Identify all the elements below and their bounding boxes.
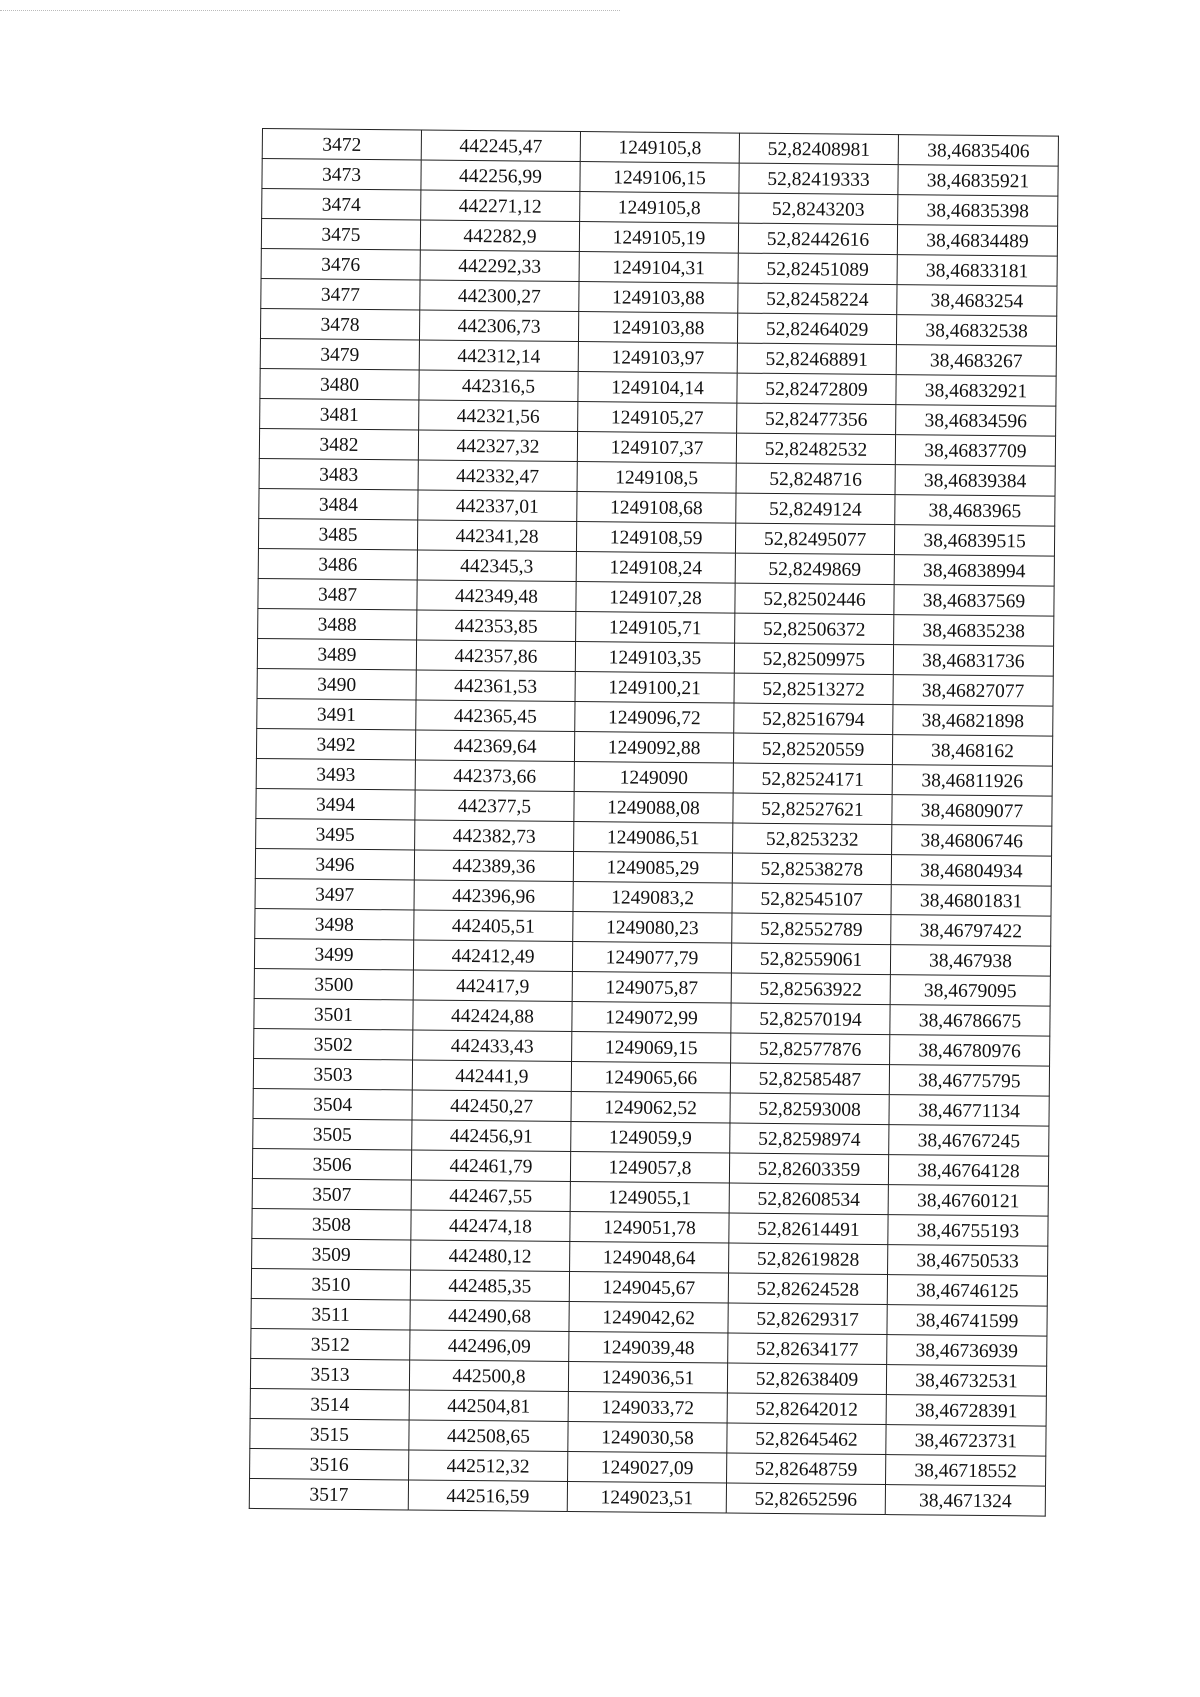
y-coordinate-cell: 1249086,51 — [574, 822, 733, 854]
longitude-cell: 38,46832538 — [896, 315, 1056, 347]
longitude-cell: 38,4683254 — [897, 285, 1057, 317]
latitude-cell: 52,82608534 — [729, 1183, 888, 1215]
y-coordinate-cell: 1249103,97 — [578, 342, 737, 374]
y-coordinate-cell: 1249104,31 — [579, 252, 738, 284]
y-coordinate-cell: 1249108,59 — [576, 522, 735, 554]
longitude-cell: 38,46835398 — [898, 195, 1058, 227]
longitude-cell: 38,46718552 — [886, 1455, 1046, 1487]
point-number-cell: 3475 — [261, 219, 420, 251]
latitude-cell: 52,8243203 — [739, 193, 898, 225]
x-coordinate-cell: 442382,73 — [415, 820, 574, 852]
latitude-cell: 52,82648759 — [727, 1453, 886, 1485]
longitude-cell: 38,4683965 — [895, 495, 1055, 527]
latitude-cell: 52,82520559 — [733, 733, 892, 765]
point-number-cell: 3495 — [256, 818, 415, 850]
x-coordinate-cell: 442474,18 — [411, 1210, 570, 1242]
point-number-cell: 3499 — [254, 938, 413, 970]
longitude-cell: 38,46801831 — [891, 885, 1051, 917]
latitude-cell: 52,82458224 — [738, 283, 897, 315]
longitude-cell: 38,46723731 — [886, 1425, 1046, 1457]
point-number-cell: 3482 — [259, 428, 418, 460]
x-coordinate-cell: 442373,66 — [415, 760, 574, 792]
x-coordinate-cell: 442396,96 — [414, 880, 573, 912]
latitude-cell: 52,82509975 — [734, 643, 893, 675]
y-coordinate-cell: 1249105,19 — [579, 222, 738, 254]
latitude-cell: 52,82419333 — [739, 163, 898, 195]
point-number-cell: 3501 — [254, 998, 413, 1030]
x-coordinate-cell: 442450,27 — [412, 1090, 571, 1122]
y-coordinate-cell: 1249108,5 — [577, 462, 736, 494]
x-coordinate-cell: 442500,8 — [409, 1360, 568, 1392]
point-number-cell: 3512 — [251, 1328, 410, 1360]
x-coordinate-cell: 442256,99 — [421, 160, 580, 192]
y-coordinate-cell: 1249103,88 — [578, 312, 737, 344]
point-number-cell: 3484 — [259, 488, 418, 520]
y-coordinate-cell: 1249042,62 — [569, 1302, 728, 1334]
y-coordinate-cell: 1249036,51 — [568, 1362, 727, 1394]
x-coordinate-cell: 442337,01 — [418, 490, 577, 522]
latitude-cell: 52,82468891 — [737, 343, 896, 375]
longitude-cell: 38,46811926 — [892, 765, 1052, 797]
point-number-cell: 3492 — [256, 728, 415, 760]
longitude-cell: 38,46780976 — [890, 1035, 1050, 1067]
latitude-cell: 52,82552789 — [732, 913, 891, 945]
y-coordinate-cell: 1249062,52 — [571, 1092, 730, 1124]
x-coordinate-cell: 442341,28 — [417, 520, 576, 552]
point-number-cell: 3510 — [251, 1268, 410, 1300]
longitude-cell: 38,46728391 — [886, 1395, 1046, 1427]
y-coordinate-cell: 1249027,09 — [568, 1451, 727, 1483]
longitude-cell: 38,46786675 — [890, 1005, 1050, 1037]
point-number-cell: 3513 — [250, 1358, 409, 1390]
y-coordinate-cell: 1249039,48 — [569, 1332, 728, 1364]
latitude-cell: 52,82603359 — [729, 1153, 888, 1185]
longitude-cell: 38,467938 — [890, 945, 1050, 977]
latitude-cell: 52,82506372 — [735, 613, 894, 645]
x-coordinate-cell: 442461,79 — [411, 1150, 570, 1182]
point-number-cell: 3483 — [259, 458, 418, 490]
point-number-cell: 3490 — [257, 668, 416, 700]
longitude-cell: 38,46832921 — [896, 375, 1056, 407]
x-coordinate-cell: 442292,33 — [420, 250, 579, 282]
point-number-cell: 3511 — [251, 1298, 410, 1330]
longitude-cell: 38,46732531 — [886, 1365, 1046, 1397]
y-coordinate-cell: 1249055,1 — [570, 1182, 729, 1214]
x-coordinate-cell: 442282,9 — [420, 220, 579, 252]
latitude-cell: 52,82516794 — [734, 703, 893, 735]
y-coordinate-cell: 1249045,67 — [569, 1272, 728, 1304]
x-coordinate-cell: 442361,53 — [416, 670, 575, 702]
x-coordinate-cell: 442345,3 — [417, 550, 576, 582]
latitude-cell: 52,82598974 — [730, 1123, 889, 1155]
point-number-cell: 3480 — [260, 368, 419, 400]
point-number-cell: 3487 — [258, 578, 417, 610]
y-coordinate-cell: 1249085,29 — [573, 852, 732, 884]
longitude-cell: 38,46834489 — [897, 225, 1057, 257]
longitude-cell: 38,46835238 — [894, 615, 1054, 647]
latitude-cell: 52,82563922 — [731, 973, 890, 1005]
latitude-cell: 52,82477356 — [737, 403, 896, 435]
y-coordinate-cell: 1249030,58 — [568, 1421, 727, 1453]
point-number-cell: 3478 — [260, 308, 419, 340]
latitude-cell: 52,82634177 — [728, 1333, 887, 1365]
y-coordinate-cell: 1249072,99 — [572, 1002, 731, 1034]
y-coordinate-cell: 1249105,27 — [578, 402, 737, 434]
point-number-cell: 3515 — [250, 1418, 409, 1450]
point-number-cell: 3508 — [252, 1208, 411, 1240]
x-coordinate-cell: 442485,35 — [410, 1270, 569, 1302]
y-coordinate-cell: 1249096,72 — [575, 702, 734, 734]
latitude-cell: 52,82442616 — [738, 223, 897, 255]
x-coordinate-cell: 442306,73 — [419, 310, 578, 342]
y-coordinate-cell: 1249023,51 — [567, 1481, 726, 1513]
x-coordinate-cell: 442512,32 — [409, 1450, 568, 1482]
longitude-cell: 38,46755193 — [888, 1215, 1048, 1247]
point-number-cell: 3474 — [262, 189, 421, 221]
point-number-cell: 3509 — [252, 1238, 411, 1270]
x-coordinate-cell: 442441,9 — [412, 1060, 571, 1092]
latitude-cell: 52,82593008 — [730, 1093, 889, 1125]
x-coordinate-cell: 442389,36 — [414, 850, 573, 882]
coordinates-table-body — [249, 129, 1058, 1517]
longitude-cell: 38,46839515 — [894, 525, 1054, 557]
latitude-cell: 52,82577876 — [731, 1033, 890, 1065]
y-coordinate-cell: 1249106,15 — [580, 162, 739, 194]
x-coordinate-cell: 442377,5 — [415, 790, 574, 822]
point-number-cell: 3488 — [258, 608, 417, 640]
latitude-cell: 52,82482532 — [736, 433, 895, 465]
longitude-cell: 38,4683267 — [896, 345, 1056, 377]
y-coordinate-cell: 1249051,78 — [570, 1212, 729, 1244]
x-coordinate-cell: 442417,9 — [413, 970, 572, 1002]
y-coordinate-cell: 1249065,66 — [571, 1062, 730, 1094]
point-number-cell: 3494 — [256, 788, 415, 820]
y-coordinate-cell: 1249103,35 — [575, 642, 734, 674]
x-coordinate-cell: 442405,51 — [414, 910, 573, 942]
point-number-cell: 3476 — [261, 248, 420, 280]
latitude-cell: 52,82495077 — [735, 523, 894, 555]
y-coordinate-cell: 1249090 — [574, 762, 733, 794]
latitude-cell: 52,82538278 — [732, 853, 891, 885]
latitude-cell: 52,82585487 — [730, 1063, 889, 1095]
point-number-cell: 3481 — [260, 398, 419, 430]
y-coordinate-cell: 1249107,28 — [576, 582, 735, 614]
x-coordinate-cell: 442357,86 — [416, 640, 575, 672]
point-number-cell: 3498 — [255, 908, 414, 940]
point-number-cell: 3477 — [261, 278, 420, 310]
latitude-cell: 52,8253232 — [733, 823, 892, 855]
longitude-cell: 38,46821898 — [893, 705, 1053, 737]
y-coordinate-cell: 1249083,2 — [573, 882, 732, 914]
latitude-cell: 52,82619828 — [729, 1243, 888, 1275]
y-coordinate-cell: 1249105,8 — [580, 192, 739, 224]
point-number-cell: 3493 — [256, 758, 415, 790]
y-coordinate-cell: 1249048,64 — [570, 1242, 729, 1274]
longitude-cell: 38,46806746 — [892, 825, 1052, 857]
x-coordinate-cell: 442271,12 — [421, 190, 580, 222]
longitude-cell: 38,4671324 — [885, 1485, 1045, 1517]
latitude-cell: 52,8249869 — [735, 553, 894, 585]
point-number-cell: 3485 — [258, 518, 417, 550]
point-number-cell: 3473 — [262, 159, 421, 191]
y-coordinate-cell: 1249059,9 — [571, 1122, 730, 1154]
longitude-cell: 38,46775795 — [889, 1065, 1049, 1097]
longitude-cell: 38,46827077 — [893, 675, 1053, 707]
longitude-cell: 38,46835921 — [898, 165, 1058, 197]
point-number-cell: 3486 — [258, 548, 417, 580]
point-number-cell: 3497 — [255, 878, 414, 910]
point-number-cell: 3502 — [254, 1028, 413, 1060]
x-coordinate-cell: 442490,68 — [410, 1300, 569, 1332]
longitude-cell: 38,46746125 — [887, 1275, 1047, 1307]
latitude-cell: 52,82559061 — [731, 943, 890, 975]
longitude-cell: 38,46760121 — [888, 1185, 1048, 1217]
x-coordinate-cell: 442516,59 — [408, 1480, 567, 1512]
latitude-cell: 52,82570194 — [731, 1003, 890, 1035]
y-coordinate-cell: 1249077,79 — [572, 942, 731, 974]
latitude-cell: 52,82408981 — [739, 133, 898, 165]
point-number-cell: 3489 — [257, 638, 416, 670]
point-number-cell: 3507 — [252, 1178, 411, 1210]
x-coordinate-cell: 442300,27 — [420, 280, 579, 312]
latitude-cell: 52,82464029 — [737, 313, 896, 345]
y-coordinate-cell: 1249105,71 — [576, 612, 735, 644]
latitude-cell: 52,82472809 — [737, 373, 896, 405]
latitude-cell: 52,82642012 — [727, 1393, 886, 1425]
latitude-cell: 52,82614491 — [729, 1213, 888, 1245]
longitude-cell: 38,46837709 — [895, 435, 1055, 467]
x-coordinate-cell: 442245,47 — [421, 130, 580, 162]
y-coordinate-cell: 1249107,37 — [577, 432, 736, 464]
latitude-cell: 52,82524171 — [733, 763, 892, 795]
longitude-cell: 38,46736939 — [887, 1335, 1047, 1367]
x-coordinate-cell: 442496,09 — [410, 1330, 569, 1362]
y-coordinate-cell: 1249092,88 — [574, 732, 733, 764]
point-number-cell: 3491 — [257, 698, 416, 730]
latitude-cell: 52,82629317 — [728, 1303, 887, 1335]
longitude-cell: 38,46831736 — [893, 645, 1053, 677]
y-coordinate-cell: 1249103,88 — [579, 282, 738, 314]
x-coordinate-cell: 442316,5 — [419, 370, 578, 402]
longitude-cell: 38,46837569 — [894, 585, 1054, 617]
point-number-cell: 3496 — [255, 848, 414, 880]
longitude-cell: 38,468162 — [892, 735, 1052, 767]
point-number-cell: 3472 — [262, 129, 421, 161]
y-coordinate-cell: 1249108,24 — [576, 552, 735, 584]
point-number-cell: 3479 — [260, 338, 419, 370]
y-coordinate-cell: 1249033,72 — [568, 1391, 727, 1423]
y-coordinate-cell: 1249088,08 — [574, 792, 733, 824]
point-number-cell: 3500 — [254, 968, 413, 1000]
x-coordinate-cell: 442467,55 — [411, 1180, 570, 1212]
longitude-cell: 38,46797422 — [891, 915, 1051, 947]
latitude-cell: 52,82638409 — [727, 1363, 886, 1395]
latitude-cell: 52,82527621 — [733, 793, 892, 825]
longitude-cell: 38,46838994 — [894, 555, 1054, 587]
x-coordinate-cell: 442321,56 — [419, 400, 578, 432]
y-coordinate-cell: 1249057,8 — [570, 1152, 729, 1184]
point-number-cell: 3514 — [250, 1388, 409, 1420]
x-coordinate-cell: 442312,14 — [419, 340, 578, 372]
latitude-cell: 52,82645462 — [727, 1423, 886, 1455]
point-number-cell: 3516 — [250, 1448, 409, 1480]
coordinates-table — [249, 128, 1059, 1517]
longitude-cell: 38,46764128 — [888, 1155, 1048, 1187]
y-coordinate-cell: 1249075,87 — [572, 972, 731, 1004]
longitude-cell: 38,46833181 — [897, 255, 1057, 287]
longitude-cell: 38,46834596 — [896, 405, 1056, 437]
longitude-cell: 38,46809077 — [892, 795, 1052, 827]
latitude-cell: 52,82451089 — [738, 253, 897, 285]
point-number-cell: 3506 — [252, 1148, 411, 1180]
x-coordinate-cell: 442349,48 — [417, 580, 576, 612]
latitude-cell: 52,8249124 — [736, 493, 895, 525]
longitude-cell: 38,46835406 — [898, 135, 1058, 167]
longitude-cell: 38,46741599 — [887, 1305, 1047, 1337]
x-coordinate-cell: 442332,47 — [418, 460, 577, 492]
longitude-cell: 38,46804934 — [891, 855, 1051, 887]
y-coordinate-cell: 1249108,68 — [577, 492, 736, 524]
y-coordinate-cell: 1249080,23 — [573, 912, 732, 944]
longitude-cell: 38,46771134 — [889, 1095, 1049, 1127]
x-coordinate-cell: 442369,64 — [415, 730, 574, 762]
x-coordinate-cell: 442424,88 — [413, 1000, 572, 1032]
latitude-cell: 52,82502446 — [735, 583, 894, 615]
point-number-cell: 3503 — [253, 1058, 412, 1090]
point-number-cell: 3504 — [253, 1088, 412, 1120]
longitude-cell: 38,4679095 — [890, 975, 1050, 1007]
latitude-cell: 52,82652596 — [726, 1483, 885, 1515]
y-coordinate-cell: 1249104,14 — [578, 372, 737, 404]
y-coordinate-cell: 1249069,15 — [572, 1032, 731, 1064]
y-coordinate-cell: 1249105,8 — [580, 132, 739, 164]
x-coordinate-cell: 442480,12 — [411, 1240, 570, 1272]
x-coordinate-cell: 442433,43 — [413, 1030, 572, 1062]
x-coordinate-cell: 442412,49 — [413, 940, 572, 972]
x-coordinate-cell: 442504,81 — [409, 1390, 568, 1422]
x-coordinate-cell: 442508,65 — [409, 1420, 568, 1452]
point-number-cell: 3517 — [249, 1478, 408, 1510]
x-coordinate-cell: 442327,32 — [418, 430, 577, 462]
latitude-cell: 52,82513272 — [734, 673, 893, 705]
latitude-cell: 52,8248716 — [736, 463, 895, 495]
point-number-cell: 3505 — [253, 1118, 412, 1150]
y-coordinate-cell: 1249100,21 — [575, 672, 734, 704]
x-coordinate-cell: 442365,45 — [416, 700, 575, 732]
latitude-cell: 52,82545107 — [732, 883, 891, 915]
longitude-cell: 38,46839384 — [895, 465, 1055, 497]
latitude-cell: 52,82624528 — [728, 1273, 887, 1305]
x-coordinate-cell: 442456,91 — [412, 1120, 571, 1152]
x-coordinate-cell: 442353,85 — [417, 610, 576, 642]
longitude-cell: 38,46767245 — [889, 1125, 1049, 1157]
scan-edge-line — [0, 10, 620, 11]
longitude-cell: 38,46750533 — [888, 1245, 1048, 1277]
